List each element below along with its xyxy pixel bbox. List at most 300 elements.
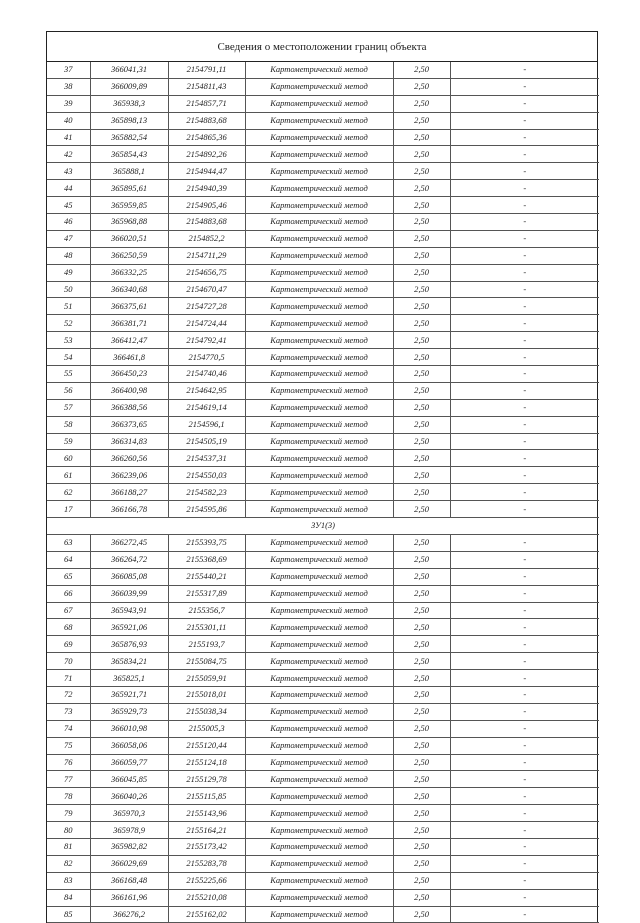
x-coordinate-cell: 365978,9 xyxy=(90,822,168,839)
x-coordinate-cell: 365895,61 xyxy=(90,180,168,197)
method-cell: Картометрический метод xyxy=(245,720,393,737)
y-coordinate-cell: 2155440,21 xyxy=(168,568,245,585)
accuracy-cell: 2,50 xyxy=(393,264,450,281)
description-cell: - xyxy=(450,771,599,788)
table-row xyxy=(47,805,599,822)
table-row xyxy=(47,788,599,805)
table-row xyxy=(47,855,599,872)
y-coordinate-cell: 2155084,75 xyxy=(168,653,245,670)
table-row xyxy=(47,332,599,349)
y-coordinate-cell: 2155164,21 xyxy=(168,822,245,839)
point-number-cell: 72 xyxy=(47,686,90,703)
accuracy-cell: 2,50 xyxy=(393,146,450,163)
document-sheet xyxy=(46,31,598,923)
y-coordinate-cell: 2155225,66 xyxy=(168,872,245,889)
description-cell: - xyxy=(450,568,599,585)
description-cell: - xyxy=(450,62,599,78)
method-cell: Картометрический метод xyxy=(245,822,393,839)
table-row xyxy=(47,906,599,923)
y-coordinate-cell: 2154852,2 xyxy=(168,230,245,247)
table-row xyxy=(47,619,599,636)
point-number-cell: 54 xyxy=(47,349,90,366)
x-coordinate-cell: 366450,23 xyxy=(90,366,168,383)
point-number-cell: 66 xyxy=(47,585,90,602)
x-coordinate-cell: 366388,56 xyxy=(90,399,168,416)
method-cell: Картометрический метод xyxy=(245,129,393,146)
x-coordinate-cell: 366239,06 xyxy=(90,467,168,484)
y-coordinate-cell: 2155317,89 xyxy=(168,585,245,602)
table-row xyxy=(47,703,599,720)
point-number-cell: 47 xyxy=(47,230,90,247)
coordinates-table-body xyxy=(47,62,599,923)
x-coordinate-cell: 366250,59 xyxy=(90,247,168,264)
table-row xyxy=(47,467,599,484)
point-number-cell: 38 xyxy=(47,78,90,95)
table-row xyxy=(47,264,599,281)
x-coordinate-cell: 366029,69 xyxy=(90,855,168,872)
y-coordinate-cell: 2154537,31 xyxy=(168,450,245,467)
y-coordinate-cell: 2154740,46 xyxy=(168,366,245,383)
accuracy-cell: 2,50 xyxy=(393,129,450,146)
table-row xyxy=(47,670,599,687)
method-cell: Картометрический метод xyxy=(245,771,393,788)
description-cell: - xyxy=(450,551,599,568)
description-cell: - xyxy=(450,602,599,619)
accuracy-cell: 2,50 xyxy=(393,484,450,501)
y-coordinate-cell: 2155368,69 xyxy=(168,551,245,568)
x-coordinate-cell: 366381,71 xyxy=(90,315,168,332)
point-number-cell: 84 xyxy=(47,889,90,906)
y-coordinate-cell: 2154770,5 xyxy=(168,349,245,366)
y-coordinate-cell: 2154883,68 xyxy=(168,112,245,129)
description-cell: - xyxy=(450,230,599,247)
point-number-cell: 65 xyxy=(47,568,90,585)
accuracy-cell: 2,50 xyxy=(393,754,450,771)
description-cell: - xyxy=(450,129,599,146)
point-number-cell: 45 xyxy=(47,197,90,214)
y-coordinate-cell: 2154940,39 xyxy=(168,180,245,197)
description-cell: - xyxy=(450,349,599,366)
y-coordinate-cell: 2154727,28 xyxy=(168,298,245,315)
y-coordinate-cell: 2154670,47 xyxy=(168,281,245,298)
method-cell: Картометрический метод xyxy=(245,568,393,585)
x-coordinate-cell: 366059,77 xyxy=(90,754,168,771)
method-cell: Картометрический метод xyxy=(245,95,393,112)
table-row xyxy=(47,230,599,247)
table-row xyxy=(47,197,599,214)
y-coordinate-cell: 2154857,71 xyxy=(168,95,245,112)
x-coordinate-cell: 366400,98 xyxy=(90,382,168,399)
method-cell: Картометрический метод xyxy=(245,670,393,687)
y-coordinate-cell: 2155124,18 xyxy=(168,754,245,771)
y-coordinate-cell: 2155301,11 xyxy=(168,619,245,636)
table-row xyxy=(47,720,599,737)
point-number-cell: 42 xyxy=(47,146,90,163)
y-coordinate-cell: 2154791,11 xyxy=(168,62,245,78)
description-cell: - xyxy=(450,670,599,687)
accuracy-cell: 2,50 xyxy=(393,501,450,518)
table-row xyxy=(47,568,599,585)
y-coordinate-cell: 2154892,26 xyxy=(168,146,245,163)
accuracy-cell: 2,50 xyxy=(393,95,450,112)
accuracy-cell: 2,50 xyxy=(393,636,450,653)
accuracy-cell: 2,50 xyxy=(393,906,450,923)
y-coordinate-cell: 2155162,02 xyxy=(168,906,245,923)
description-cell: - xyxy=(450,720,599,737)
table-row xyxy=(47,180,599,197)
point-number-cell: 55 xyxy=(47,366,90,383)
x-coordinate-cell: 366085,08 xyxy=(90,568,168,585)
point-number-cell: 74 xyxy=(47,720,90,737)
method-cell: Картометрический метод xyxy=(245,298,393,315)
table-row xyxy=(47,754,599,771)
accuracy-cell: 2,50 xyxy=(393,788,450,805)
point-number-cell: 44 xyxy=(47,180,90,197)
point-number-cell: 59 xyxy=(47,433,90,450)
x-coordinate-cell: 365938,3 xyxy=(90,95,168,112)
point-number-cell: 78 xyxy=(47,788,90,805)
method-cell: Картометрический метод xyxy=(245,146,393,163)
y-coordinate-cell: 2154905,46 xyxy=(168,197,245,214)
method-cell: Картометрический метод xyxy=(245,805,393,822)
x-coordinate-cell: 366188,27 xyxy=(90,484,168,501)
accuracy-cell: 2,50 xyxy=(393,585,450,602)
x-coordinate-cell: 366041,31 xyxy=(90,62,168,78)
point-number-cell: 63 xyxy=(47,534,90,551)
table-row xyxy=(47,737,599,754)
y-coordinate-cell: 2155173,42 xyxy=(168,838,245,855)
y-coordinate-cell: 2155393,75 xyxy=(168,534,245,551)
point-number-cell: 40 xyxy=(47,112,90,129)
y-coordinate-cell: 2155120,44 xyxy=(168,737,245,754)
y-coordinate-cell: 2154865,36 xyxy=(168,129,245,146)
method-cell: Картометрический метод xyxy=(245,551,393,568)
point-number-cell: 68 xyxy=(47,619,90,636)
x-coordinate-cell: 366276,2 xyxy=(90,906,168,923)
x-coordinate-cell: 366161,96 xyxy=(90,889,168,906)
description-cell: - xyxy=(450,214,599,231)
x-coordinate-cell: 365959,85 xyxy=(90,197,168,214)
method-cell: Картометрический метод xyxy=(245,315,393,332)
method-cell: Картометрический метод xyxy=(245,838,393,855)
x-coordinate-cell: 365854,43 xyxy=(90,146,168,163)
method-cell: Картометрический метод xyxy=(245,416,393,433)
accuracy-cell: 2,50 xyxy=(393,230,450,247)
point-number-cell: 67 xyxy=(47,602,90,619)
point-number-cell: 64 xyxy=(47,551,90,568)
description-cell: - xyxy=(450,281,599,298)
table-row xyxy=(47,838,599,855)
table-row xyxy=(47,146,599,163)
page-title: Сведения о местоположении границ объекта xyxy=(47,32,597,62)
table-row xyxy=(47,129,599,146)
method-cell: Картометрический метод xyxy=(245,534,393,551)
point-number-cell: 53 xyxy=(47,332,90,349)
accuracy-cell: 2,50 xyxy=(393,433,450,450)
point-number-cell: 51 xyxy=(47,298,90,315)
table-row xyxy=(47,214,599,231)
point-number-cell: 82 xyxy=(47,855,90,872)
y-coordinate-cell: 2154619,14 xyxy=(168,399,245,416)
method-cell: Картометрический метод xyxy=(245,62,393,78)
accuracy-cell: 2,50 xyxy=(393,771,450,788)
description-cell: - xyxy=(450,298,599,315)
point-number-cell: 39 xyxy=(47,95,90,112)
x-coordinate-cell: 366375,61 xyxy=(90,298,168,315)
point-number-cell: 81 xyxy=(47,838,90,855)
description-cell: - xyxy=(450,906,599,923)
method-cell: Картометрический метод xyxy=(245,281,393,298)
point-number-cell: 57 xyxy=(47,399,90,416)
method-cell: Картометрический метод xyxy=(245,247,393,264)
description-cell: - xyxy=(450,636,599,653)
accuracy-cell: 2,50 xyxy=(393,653,450,670)
x-coordinate-cell: 365825,1 xyxy=(90,670,168,687)
accuracy-cell: 2,50 xyxy=(393,214,450,231)
accuracy-cell: 2,50 xyxy=(393,602,450,619)
description-cell: - xyxy=(450,416,599,433)
point-number-cell: 79 xyxy=(47,805,90,822)
x-coordinate-cell: 365834,21 xyxy=(90,653,168,670)
x-coordinate-cell: 366045,85 xyxy=(90,771,168,788)
method-cell: Картометрический метод xyxy=(245,399,393,416)
description-cell: - xyxy=(450,247,599,264)
y-coordinate-cell: 2155129,78 xyxy=(168,771,245,788)
table-row xyxy=(47,653,599,670)
table-row xyxy=(47,349,599,366)
description-cell: - xyxy=(450,484,599,501)
description-cell: - xyxy=(450,754,599,771)
method-cell: Картометрический метод xyxy=(245,180,393,197)
table-row xyxy=(47,501,599,518)
y-coordinate-cell: 2154595,86 xyxy=(168,501,245,518)
accuracy-cell: 2,50 xyxy=(393,332,450,349)
method-cell: Картометрический метод xyxy=(245,653,393,670)
point-number-cell: 58 xyxy=(47,416,90,433)
table-row xyxy=(47,416,599,433)
table-row xyxy=(47,872,599,889)
accuracy-cell: 2,50 xyxy=(393,822,450,839)
point-number-cell: 80 xyxy=(47,822,90,839)
method-cell: Картометрический метод xyxy=(245,433,393,450)
method-cell: Картометрический метод xyxy=(245,264,393,281)
table-row xyxy=(47,95,599,112)
method-cell: Картометрический метод xyxy=(245,737,393,754)
point-number-cell: 50 xyxy=(47,281,90,298)
y-coordinate-cell: 2155115,85 xyxy=(168,788,245,805)
description-cell: - xyxy=(450,872,599,889)
point-number-cell: 41 xyxy=(47,129,90,146)
accuracy-cell: 2,50 xyxy=(393,703,450,720)
method-cell: Картометрический метод xyxy=(245,230,393,247)
description-cell: - xyxy=(450,703,599,720)
x-coordinate-cell: 366039,99 xyxy=(90,585,168,602)
x-coordinate-cell: 366314,83 xyxy=(90,433,168,450)
method-cell: Картометрический метод xyxy=(245,703,393,720)
description-cell: - xyxy=(450,889,599,906)
table-row xyxy=(47,602,599,619)
table-row xyxy=(47,366,599,383)
y-coordinate-cell: 2155059,91 xyxy=(168,670,245,687)
description-cell: - xyxy=(450,78,599,95)
y-coordinate-cell: 2154711,29 xyxy=(168,247,245,264)
accuracy-cell: 2,50 xyxy=(393,180,450,197)
table-row xyxy=(47,551,599,568)
table-row xyxy=(47,298,599,315)
accuracy-cell: 2,50 xyxy=(393,112,450,129)
table-row xyxy=(47,433,599,450)
x-coordinate-cell: 366264,72 xyxy=(90,551,168,568)
description-cell: - xyxy=(450,619,599,636)
description-cell: - xyxy=(450,788,599,805)
y-coordinate-cell: 2155005,3 xyxy=(168,720,245,737)
method-cell: Картометрический метод xyxy=(245,855,393,872)
y-coordinate-cell: 2154792,41 xyxy=(168,332,245,349)
method-cell: Картометрический метод xyxy=(245,484,393,501)
description-cell: - xyxy=(450,433,599,450)
x-coordinate-cell: 366461,8 xyxy=(90,349,168,366)
y-coordinate-cell: 2154550,03 xyxy=(168,467,245,484)
accuracy-cell: 2,50 xyxy=(393,399,450,416)
point-number-cell: 76 xyxy=(47,754,90,771)
accuracy-cell: 2,50 xyxy=(393,197,450,214)
y-coordinate-cell: 2155193,7 xyxy=(168,636,245,653)
description-cell: - xyxy=(450,197,599,214)
x-coordinate-cell: 366412,47 xyxy=(90,332,168,349)
description-cell: - xyxy=(450,534,599,551)
method-cell: Картометрический метод xyxy=(245,872,393,889)
accuracy-cell: 2,50 xyxy=(393,467,450,484)
table-row xyxy=(47,771,599,788)
accuracy-cell: 2,50 xyxy=(393,686,450,703)
point-number-cell: 70 xyxy=(47,653,90,670)
x-coordinate-cell: 365888,1 xyxy=(90,163,168,180)
table-row xyxy=(47,399,599,416)
accuracy-cell: 2,50 xyxy=(393,805,450,822)
method-cell: Картометрический метод xyxy=(245,889,393,906)
point-number-cell: 71 xyxy=(47,670,90,687)
accuracy-cell: 2,50 xyxy=(393,78,450,95)
y-coordinate-cell: 2154944,47 xyxy=(168,163,245,180)
x-coordinate-cell: 365921,71 xyxy=(90,686,168,703)
y-coordinate-cell: 2154582,23 xyxy=(168,484,245,501)
x-coordinate-cell: 365876,93 xyxy=(90,636,168,653)
y-coordinate-cell: 2154505,19 xyxy=(168,433,245,450)
point-number-cell: 37 xyxy=(47,62,90,78)
method-cell: Картометрический метод xyxy=(245,366,393,383)
point-number-cell: 56 xyxy=(47,382,90,399)
table-row xyxy=(47,315,599,332)
description-cell: - xyxy=(450,585,599,602)
table-row xyxy=(47,484,599,501)
x-coordinate-cell: 366272,45 xyxy=(90,534,168,551)
point-number-cell: 77 xyxy=(47,771,90,788)
x-coordinate-cell: 365968,88 xyxy=(90,214,168,231)
accuracy-cell: 2,50 xyxy=(393,568,450,585)
method-cell: Картометрический метод xyxy=(245,501,393,518)
method-cell: Картометрический метод xyxy=(245,788,393,805)
method-cell: Картометрический метод xyxy=(245,382,393,399)
method-cell: Картометрический метод xyxy=(245,467,393,484)
table-section-row xyxy=(47,518,599,535)
x-coordinate-cell: 366010,98 xyxy=(90,720,168,737)
accuracy-cell: 2,50 xyxy=(393,838,450,855)
description-cell: - xyxy=(450,332,599,349)
table-row xyxy=(47,889,599,906)
table-row xyxy=(47,585,599,602)
y-coordinate-cell: 2154724,44 xyxy=(168,315,245,332)
accuracy-cell: 2,50 xyxy=(393,416,450,433)
x-coordinate-cell: 366058,06 xyxy=(90,737,168,754)
x-coordinate-cell: 366260,56 xyxy=(90,450,168,467)
point-number-cell: 73 xyxy=(47,703,90,720)
point-number-cell: 48 xyxy=(47,247,90,264)
method-cell: Картометрический метод xyxy=(245,78,393,95)
table-row xyxy=(47,534,599,551)
point-number-cell: 60 xyxy=(47,450,90,467)
description-cell: - xyxy=(450,737,599,754)
method-cell: Картометрический метод xyxy=(245,163,393,180)
point-number-cell: 17 xyxy=(47,501,90,518)
table-row xyxy=(47,450,599,467)
x-coordinate-cell: 365943,91 xyxy=(90,602,168,619)
table-row xyxy=(47,78,599,95)
description-cell: - xyxy=(450,686,599,703)
method-cell: Картометрический метод xyxy=(245,197,393,214)
table-row xyxy=(47,382,599,399)
accuracy-cell: 2,50 xyxy=(393,382,450,399)
description-cell: - xyxy=(450,95,599,112)
accuracy-cell: 2,50 xyxy=(393,298,450,315)
y-coordinate-cell: 2155283,78 xyxy=(168,855,245,872)
method-cell: Картометрический метод xyxy=(245,906,393,923)
x-coordinate-cell: 365921,06 xyxy=(90,619,168,636)
x-coordinate-cell: 365970,3 xyxy=(90,805,168,822)
description-cell: - xyxy=(450,653,599,670)
description-cell: - xyxy=(450,163,599,180)
accuracy-cell: 2,50 xyxy=(393,534,450,551)
table-row xyxy=(47,822,599,839)
description-cell: - xyxy=(450,315,599,332)
accuracy-cell: 2,50 xyxy=(393,247,450,264)
x-coordinate-cell: 366340,68 xyxy=(90,281,168,298)
description-cell: - xyxy=(450,450,599,467)
point-number-cell: 85 xyxy=(47,906,90,923)
x-coordinate-cell: 365898,13 xyxy=(90,112,168,129)
y-coordinate-cell: 2155143,96 xyxy=(168,805,245,822)
y-coordinate-cell: 2154811,43 xyxy=(168,78,245,95)
point-number-cell: 62 xyxy=(47,484,90,501)
x-coordinate-cell: 366332,25 xyxy=(90,264,168,281)
y-coordinate-cell: 2155018,01 xyxy=(168,686,245,703)
method-cell: Картометрический метод xyxy=(245,686,393,703)
method-cell: Картометрический метод xyxy=(245,214,393,231)
point-number-cell: 43 xyxy=(47,163,90,180)
y-coordinate-cell: 2155210,08 xyxy=(168,889,245,906)
description-cell: - xyxy=(450,180,599,197)
accuracy-cell: 2,50 xyxy=(393,349,450,366)
accuracy-cell: 2,50 xyxy=(393,670,450,687)
accuracy-cell: 2,50 xyxy=(393,281,450,298)
description-cell: - xyxy=(450,855,599,872)
description-cell: - xyxy=(450,838,599,855)
y-coordinate-cell: 2154642,95 xyxy=(168,382,245,399)
description-cell: - xyxy=(450,146,599,163)
point-number-cell: 69 xyxy=(47,636,90,653)
accuracy-cell: 2,50 xyxy=(393,366,450,383)
x-coordinate-cell: 366020,51 xyxy=(90,230,168,247)
description-cell: - xyxy=(450,382,599,399)
